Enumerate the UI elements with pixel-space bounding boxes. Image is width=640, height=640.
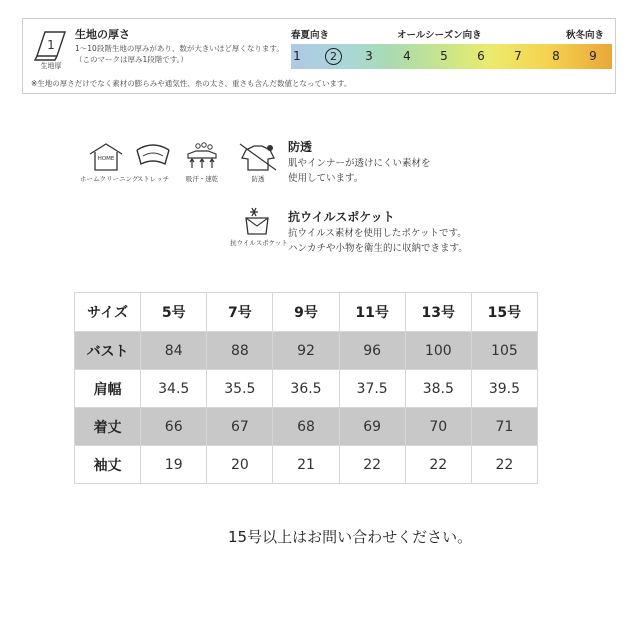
table-cell: 38.5	[405, 370, 471, 408]
antiviral-desc-2: ハンカチや小物を衛生的に収納できます。	[288, 243, 468, 254]
fabric-thickness-desc-2: （このマークは厚み1段階です。）	[75, 55, 188, 64]
table-cell: 105	[471, 332, 537, 370]
scale-step-2-selected	[315, 44, 351, 69]
stretch-feature	[131, 142, 175, 184]
table-row	[75, 332, 538, 370]
row-label: バスト	[75, 332, 141, 370]
fabric-thickness-note: ※生地の厚さだけでなく素材の膨らみや通気性、糸の太さ、重さも含んだ数値となっています。	[31, 79, 352, 88]
scale-step-3: 3	[365, 49, 373, 63]
svg-text:1: 1	[47, 38, 55, 52]
selected-step-marker: 2	[325, 48, 342, 65]
table-cell: 68	[273, 408, 339, 446]
table-cell: 88	[207, 332, 273, 370]
see-through-desc-1: 肌やインナーが透けにくい素材を	[288, 158, 431, 169]
row-label: 肩幅	[75, 370, 141, 408]
fabric-thickness-desc-1: 1～10段階生地の厚みがあり、数が大きいほど厚くなります。	[75, 44, 284, 53]
header-cell: 7号	[207, 293, 273, 332]
header-cell: 5号	[141, 293, 207, 332]
sweat-quickdry-feature	[180, 142, 224, 184]
size-table	[74, 292, 538, 484]
table-cell: 67	[207, 408, 273, 446]
fabric-thickness-icon-label: 生地厚	[40, 62, 62, 70]
scale-step-8: 8	[552, 49, 560, 63]
antiviral-pocket-icon	[238, 206, 278, 236]
table-row	[75, 408, 538, 446]
table-cell: 36.5	[273, 370, 339, 408]
table-cell: 70	[405, 408, 471, 446]
scale-step-9: 9	[589, 49, 597, 63]
season-label-autumn-winter: 秋冬向き	[566, 30, 605, 41]
antiviral-desc-1: 抗ウイルス素材を使用したポケットです。	[288, 228, 467, 239]
see-through-prevention-feature	[236, 142, 280, 184]
home-cleaning-feature	[80, 142, 139, 184]
table-cell: 39.5	[471, 370, 537, 408]
table-cell: 34.5	[141, 370, 207, 408]
row-label: 着丈	[75, 408, 141, 446]
home-cleaning-icon	[86, 142, 126, 172]
table-cell: 20	[207, 446, 273, 484]
footer-note: 15号以上はお問い合わせください。	[228, 528, 473, 546]
table-cell: 35.5	[207, 370, 273, 408]
table-row	[75, 370, 538, 408]
table-cell: 92	[273, 332, 339, 370]
row-label: 袖丈	[75, 446, 141, 484]
table-cell: 84	[141, 332, 207, 370]
antiviral-title: 抗ウイルスポケット	[288, 210, 395, 224]
table-cell: 71	[471, 408, 537, 446]
home-icon-text: HOME	[97, 156, 115, 162]
fabric-thickness-title: 生地の厚さ	[75, 28, 130, 41]
sweat-quickdry-label: 吸汗・速乾	[185, 175, 219, 183]
see-through-prevention-icon	[238, 142, 278, 172]
stretch-icon	[133, 142, 173, 172]
antiviral-pocket-feature	[230, 206, 288, 252]
table-cell: 96	[339, 332, 405, 370]
header-cell: 15号	[471, 293, 537, 332]
fabric-thickness-panel	[22, 18, 616, 94]
scale-step-4: 4	[403, 49, 411, 63]
season-label-all-season: オールシーズン向き	[397, 30, 482, 41]
table-cell: 100	[405, 332, 471, 370]
home-cleaning-label: ホームクリーニング	[80, 175, 139, 183]
antiviral-pocket-label: 抗ウイルスポケット	[230, 239, 288, 247]
size-table-header	[75, 293, 538, 332]
see-through-desc-2: 使用しています。	[288, 173, 364, 184]
table-cell: 37.5	[339, 370, 405, 408]
table-cell: 22	[405, 446, 471, 484]
scale-step-7: 7	[514, 49, 522, 63]
stretch-label: ストレッチ	[136, 175, 170, 183]
table-cell: 22	[339, 446, 405, 484]
sweat-quickdry-icon	[182, 142, 222, 172]
table-cell: 69	[339, 408, 405, 446]
header-cell: 9号	[273, 293, 339, 332]
scale-step-1: 1	[293, 49, 301, 63]
scale-step-6: 6	[477, 49, 485, 63]
table-cell: 66	[141, 408, 207, 446]
table-cell: 22	[471, 446, 537, 484]
see-through-prevention-label: 防透	[251, 175, 265, 183]
table-cell: 21	[273, 446, 339, 484]
table-cell: 19	[141, 446, 207, 484]
table-row	[75, 446, 538, 484]
header-cell: 13号	[405, 293, 471, 332]
header-cell: 11号	[339, 293, 405, 332]
header-cell: サイズ	[75, 293, 141, 332]
see-through-title: 防透	[288, 140, 313, 154]
scale-step-5: 5	[440, 49, 448, 63]
season-label-spring-summer: 春夏向き	[291, 30, 330, 41]
